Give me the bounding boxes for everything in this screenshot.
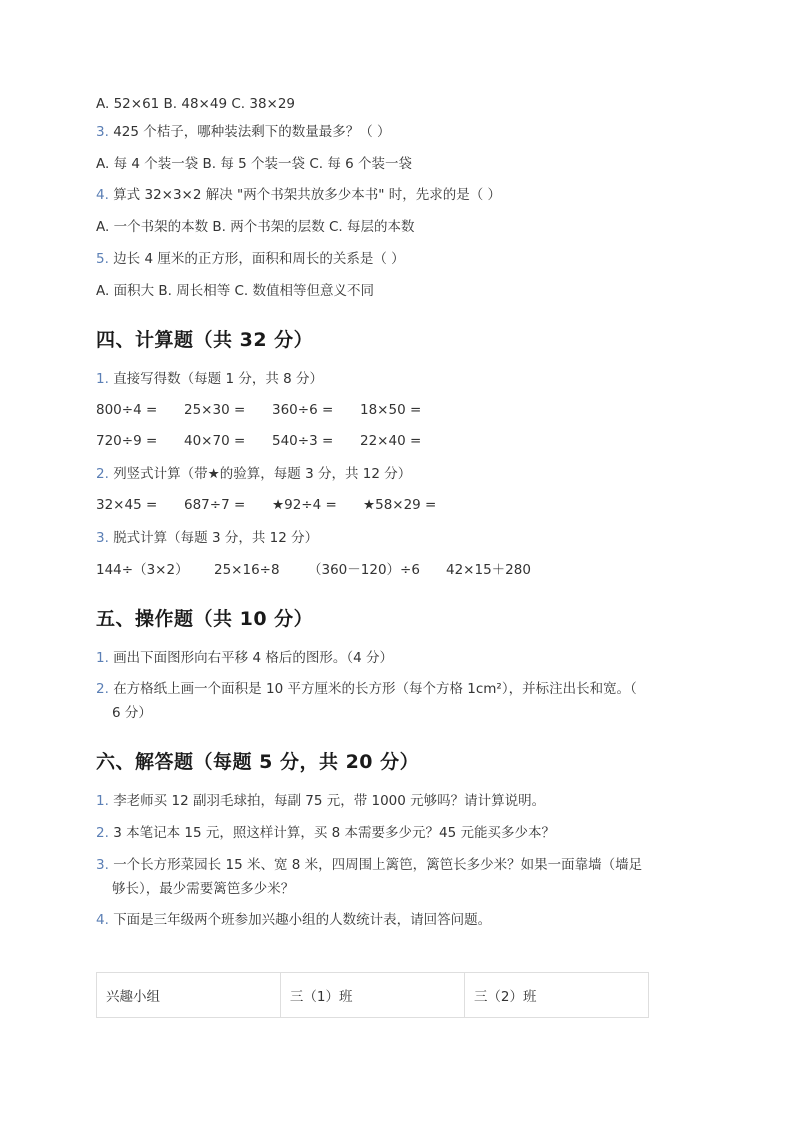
- s6-q4-number: 4.: [96, 912, 109, 928]
- calc-item: 25×30 =: [184, 402, 246, 418]
- calc-item: 540÷3 =: [272, 433, 334, 449]
- s4-part3-line: [96, 528, 318, 548]
- s6-q2-text: 3 本笔记本 15 元，照这样计算，买 8 本需要多少元？45 元能买多少本？: [113, 825, 555, 841]
- s5-q2-number: 2.: [96, 681, 109, 697]
- s5-q2-line: [96, 679, 637, 699]
- q3-options: A. 每 4 个装一袋 B. 每 5 个装一袋 C. 每 6 个装一袋: [96, 156, 413, 172]
- s6-q1-text: 李老师买 12 副羽毛球拍，每副 75 元，带 1000 元够吗？请计算说明。: [113, 793, 546, 809]
- s6-q2-number: 2.: [96, 825, 109, 841]
- s6-q3-line: [96, 855, 642, 875]
- s4-part1-number: 1.: [96, 371, 109, 387]
- s6-q1-number: 1.: [96, 793, 109, 809]
- s4-part2-line: [96, 464, 411, 484]
- q4-line: [96, 185, 501, 205]
- calc-item: ★92÷4 =: [272, 497, 337, 513]
- s4-part3-number: 3.: [96, 530, 109, 546]
- q3-line: [96, 122, 391, 142]
- q5-text: 边长 4 厘米的正方形，面积和周长的关系是（ ）: [113, 251, 405, 267]
- calc-item: 40×70 =: [184, 433, 246, 449]
- section4-heading: 四、计算题（共 32 分）: [96, 329, 314, 351]
- q4-text: 算式 32×3×2 解决 "两个书架共放多少本书" 时，先求的是（ ）: [113, 187, 502, 203]
- s6-q1-line: [96, 791, 545, 811]
- s6-q3-number: 3.: [96, 857, 109, 873]
- q5-line: [96, 249, 405, 269]
- s6-q3-continuation: 够长），最少需要篱笆多少米？: [112, 881, 295, 897]
- s6-q4-text: 下面是三年级两个班参加兴趣小组的人数统计表，请回答问题。: [113, 912, 492, 928]
- s6-q4-line: [96, 910, 491, 930]
- s6-q3-text: 一个长方形菜园长 15 米、宽 8 米，四周围上篱笆，篱笆长多少米？如果一面靠墙（墙足: [113, 857, 643, 873]
- calc-item: （360－120）÷6: [308, 562, 420, 578]
- section6-heading: 六、解答题（每题 5 分，共 20 分）: [96, 751, 420, 773]
- s5-q2-continuation: 6 分）: [112, 705, 152, 721]
- s5-q1-text: 画出下面图形向右平移 4 格后的图形。（4 分）: [113, 650, 393, 666]
- s4-part2-text: 列竖式计算（带★的验算，每题 3 分，共 12 分）: [113, 466, 412, 482]
- calc-item: 22×40 =: [360, 433, 422, 449]
- s5-q2-text: 在方格纸上画一个面积是 10 平方厘米的长方形（每个方格 1cm²），并标注出长和宽。（: [113, 681, 637, 697]
- s4-part1-text: 直接写得数（每题 1 分，共 8 分）: [113, 371, 324, 387]
- calc-item: 32×45 =: [96, 497, 158, 513]
- s6-q2-line: [96, 823, 555, 843]
- q5-number: 5.: [96, 251, 109, 267]
- s4-part2-number: 2.: [96, 466, 109, 482]
- q3-number: 3.: [96, 124, 109, 140]
- q2-options: A. 52×61 B. 48×49 C. 38×29: [96, 96, 296, 112]
- q5-options: A. 面积大 B. 周长相等 C. 数值相等但意义不同: [96, 283, 375, 299]
- q4-options: A. 一个书架的本数 B. 两个书架的层数 C. 每层的本数: [96, 219, 415, 235]
- table-header-row: [97, 973, 649, 1018]
- q4-number: 4.: [96, 187, 109, 203]
- calc-item: 720÷9 =: [96, 433, 158, 449]
- table-header-cell: 三（2）班: [464, 973, 648, 1018]
- calc-item: ★58×29 =: [363, 497, 437, 513]
- calc-item: 800÷4 =: [96, 402, 158, 418]
- interest-group-table: [96, 972, 649, 1018]
- table-header-cell: 三（1）班: [280, 973, 464, 1018]
- calc-item: 42×15＋280: [446, 562, 531, 578]
- calc-item: 687÷7 =: [184, 497, 246, 513]
- calc-item: 144÷（3×2）: [96, 562, 189, 578]
- q3-text: 425 个桔子，哪种装法剩下的数量最多？（ ）: [113, 124, 391, 140]
- s5-q1-number: 1.: [96, 650, 109, 666]
- calc-item: 18×50 =: [360, 402, 422, 418]
- s5-q1-line: [96, 648, 393, 668]
- s4-part1-line: [96, 369, 323, 389]
- table-header-cell: 兴趣小组: [97, 973, 281, 1018]
- section5-heading: 五、操作题（共 10 分）: [96, 608, 314, 630]
- s4-part3-text: 脱式计算（每题 3 分，共 12 分）: [113, 530, 319, 546]
- calc-item: 360÷6 =: [272, 402, 334, 418]
- calc-item: 25×16÷8: [214, 562, 280, 578]
